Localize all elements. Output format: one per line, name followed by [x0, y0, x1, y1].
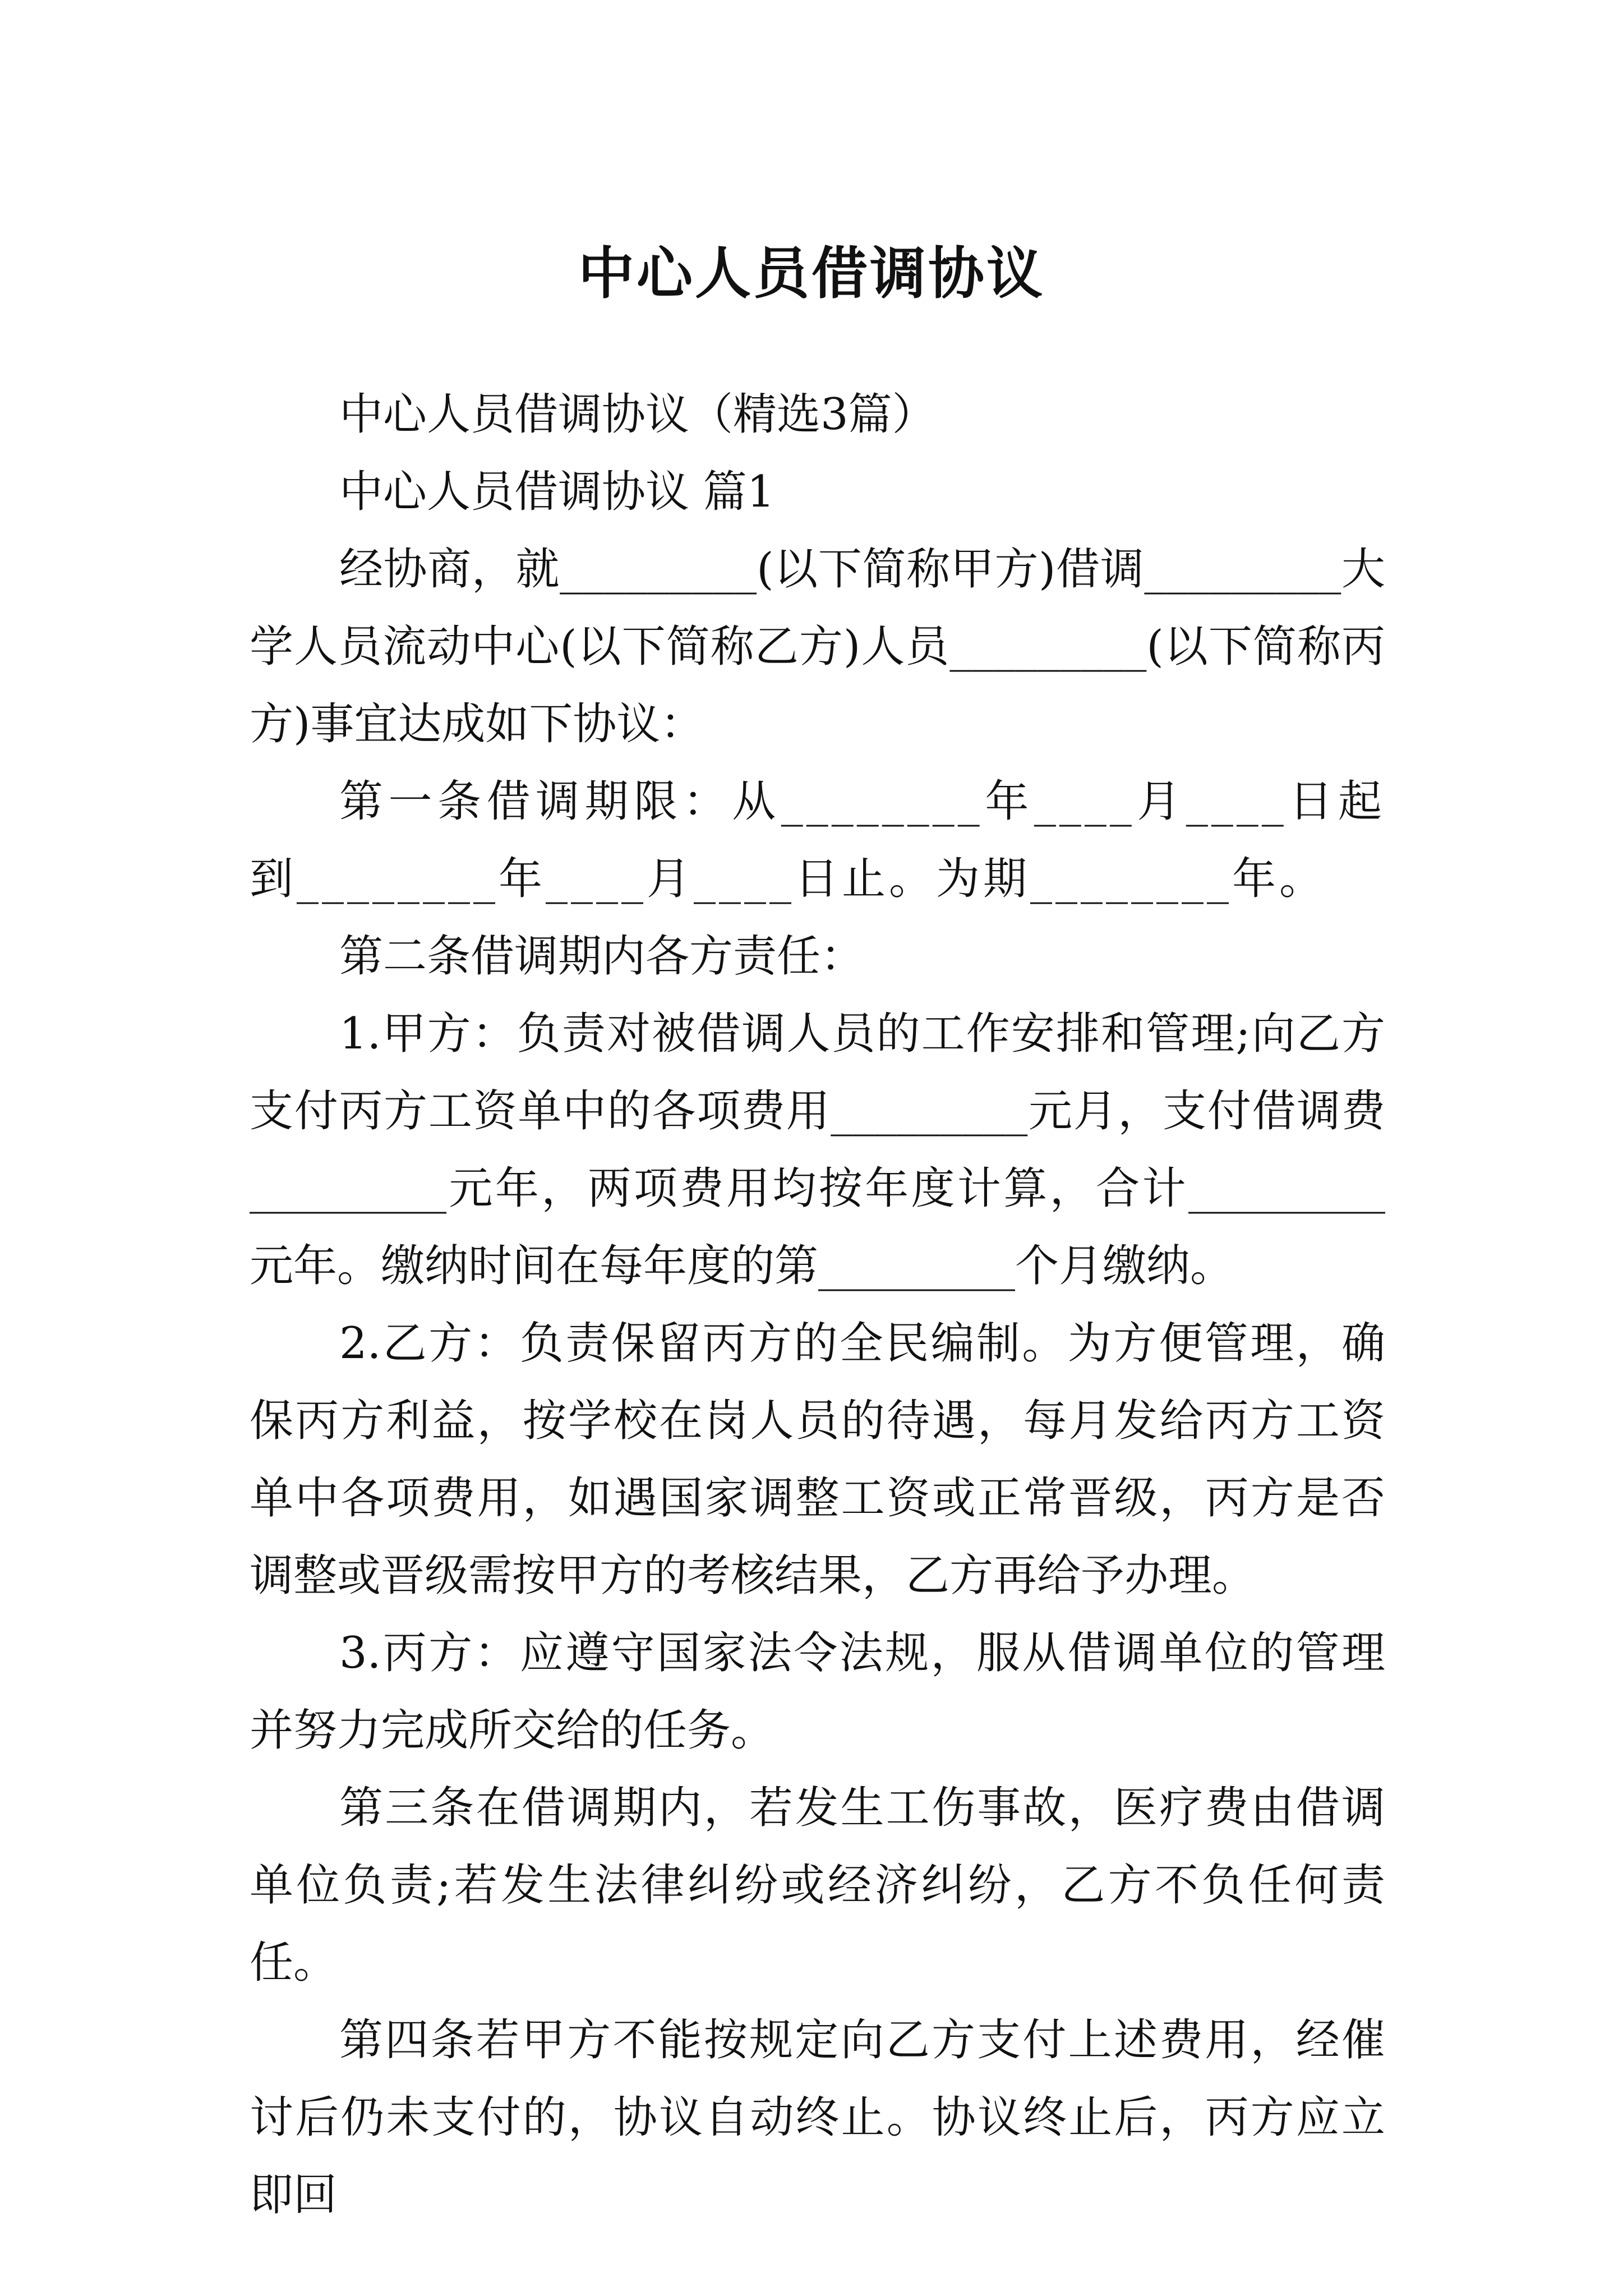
paragraph-section-heading: 中心人员借调协议 篇1: [339, 467, 775, 517]
paragraph-article-4: 第四条若甲方不能按规定向乙方支付上述费用，经催讨后仍未支付的，协议自动终止。协议终止后，丙方应立即回: [250, 2015, 1385, 2220]
paragraph-party-b: 2.乙方：负责保留丙方的全民编制。为方便管理，确保丙方利益，按学校在岗人员的待遇，每月发给丙方工资单中各项费用，如遇国家调整工资或正常晋级，丙方是否调整或晋级需按甲方的考核结果，乙方再给予办理。: [250, 1318, 1385, 1601]
document-title: 中心人员借调协议: [578, 240, 1045, 306]
paragraph-article-1: 第一条借调期限：从________年____月____日起到________年____月____日止。为期________年。: [250, 776, 1385, 904]
paragraph-article-2: 第二条借调期内各方责任：: [339, 931, 865, 982]
document-body: [250, 376, 1385, 2234]
paragraph-subtitle: 中心人员借调协议（精选3篇）: [339, 389, 936, 440]
paragraph-article-3: 第三条在借调期内，若发生工伤事故，医疗费由借调单位负责;若发生法律纠纷或经济纠纷，乙方不负任何责任。: [250, 1783, 1385, 1988]
paragraph-party-a: 1.甲方：负责对被借调人员的工作安排和管理;向乙方支付丙方工资单中的各项费用_________元月，支付借调费_________元年，两项费用均按年度计算，合计_________元年。缴纳时间在每年度的第_________个月缴纳。: [250, 1009, 1385, 1291]
paragraph-party-c: 3.丙方：应遵守国家法令法规，服从借调单位的管理并努力完成所交给的任务。: [250, 1628, 1385, 1756]
paragraph-preamble: 经协商，就_________(以下简称甲方)借调_________大学人员流动中心(以下简称乙方)人员_________(以下简称丙方)事宜达成如下协议：: [250, 544, 1385, 749]
